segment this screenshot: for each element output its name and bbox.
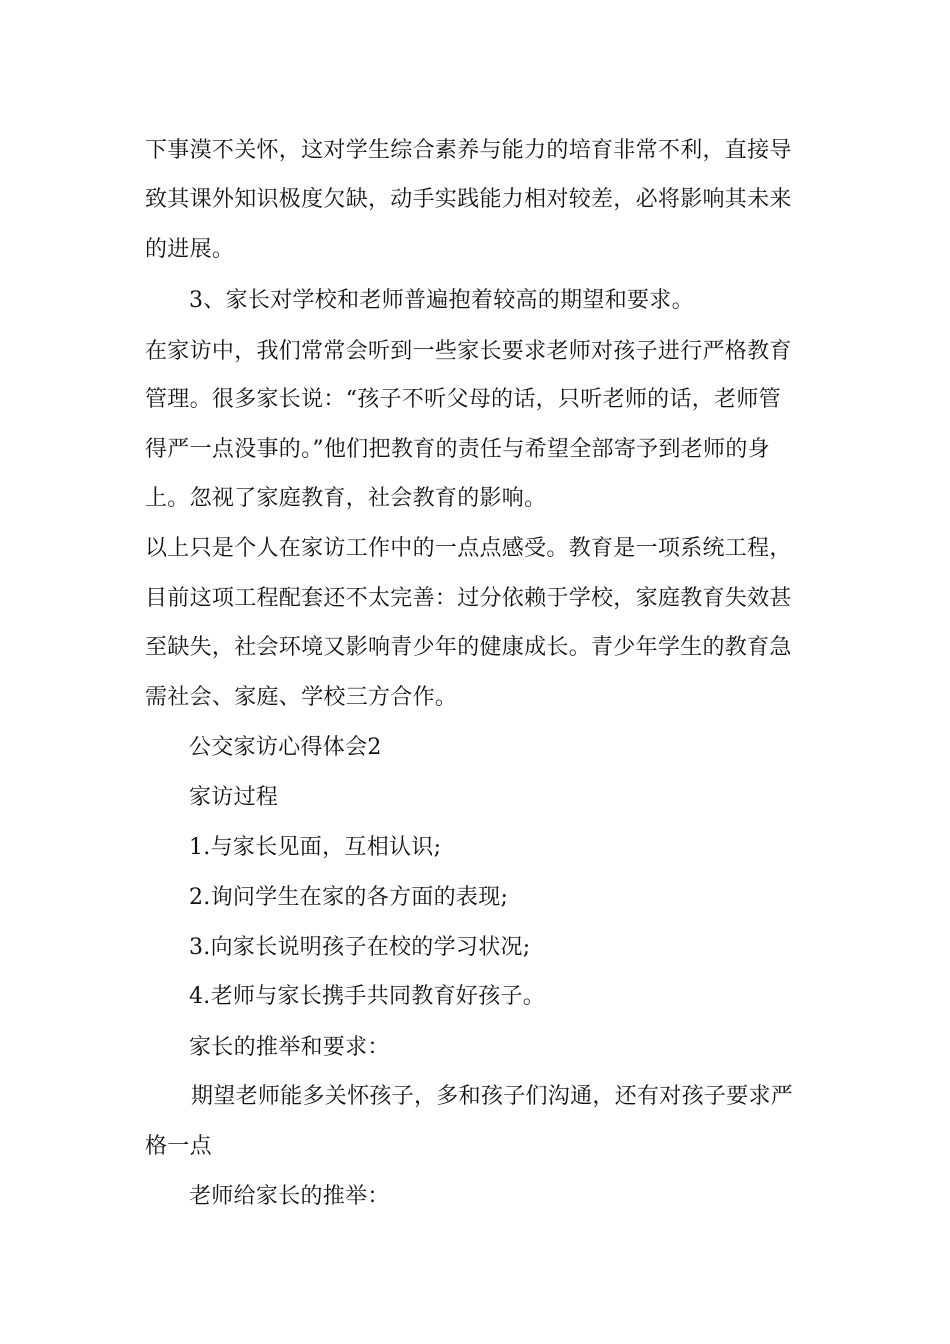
section-heading: 家访过程 xyxy=(189,785,279,810)
paragraph-line: 致其课外知识极度欠缺，动手实践能力相对较差，必将影响其未来 xyxy=(145,187,792,212)
paragraph-line: 以上只是个人在家访工作中的一点点感受。教育是一项系统工程， xyxy=(145,536,792,561)
paragraph-line: 下事漠不关怀，这对学生综合素养与能力的培育非常不利，直接导 xyxy=(145,138,792,163)
section-heading: 家长的推举和要求： xyxy=(189,1035,390,1060)
paragraph-line: 上。忽视了家庭教育，社会教育的影响。 xyxy=(145,486,547,511)
paragraph-line: 得严一点没事的。”他们把教育的责任与希望全部寄予到老师的身 xyxy=(145,437,770,462)
paragraph-line: 在家访中，我们常常会听到一些家长要求老师对孩子进行严格教育 xyxy=(145,339,792,364)
paragraph-line: 格一点 xyxy=(145,1134,212,1159)
paragraph-line: 目前这项工程配套还不太完善：过分依赖于学校，家庭教育失效甚 xyxy=(145,586,792,611)
paragraph-line: 管理。很多家长说：“孩子不听父母的话，只听老师的话，老师管 xyxy=(145,387,781,412)
paragraph-line: 的进展。 xyxy=(145,237,235,262)
section-heading: 3、家长对学校和老师普遍抱着较高的期望和要求。 xyxy=(189,288,694,313)
list-item: 4.老师与家长携手共同教育好孩子。 xyxy=(189,984,546,1009)
paragraph-line: 需社会、家庭、学校三方合作。 xyxy=(145,685,458,710)
article-title: 公交家访心得体会2 xyxy=(189,735,382,760)
section-heading: 老师给家长的推举： xyxy=(189,1184,390,1209)
paragraph-line: 期望老师能多关怀孩子，多和孩子们沟通，还有对孩子要求严 xyxy=(191,1084,794,1109)
list-item: 2.询问学生在家的各方面的表现; xyxy=(189,885,509,910)
paragraph-line: 至缺失，社会环境又影响青少年的健康成长。青少年学生的教育急 xyxy=(145,635,792,660)
list-item: 3.向家长说明孩子在校的学习状况; xyxy=(189,935,531,960)
list-item: 1.与家长见面，互相认识; xyxy=(189,835,442,860)
